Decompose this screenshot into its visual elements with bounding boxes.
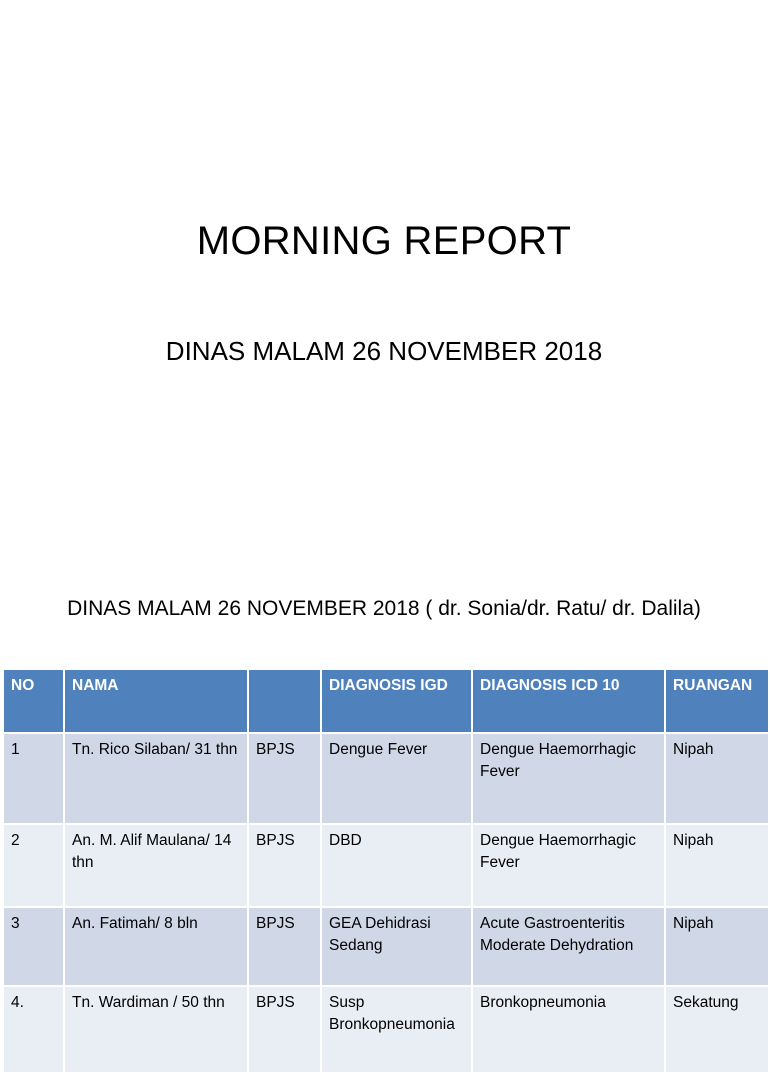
cell-nama: Tn. Rico Silaban/ 31 thn — [64, 733, 248, 824]
cell-nama: Tn. Wardiman / 50 thn — [64, 986, 248, 1073]
header-nama: NAMA — [64, 669, 248, 733]
cell-diagnosis-igd: DBD — [321, 824, 472, 907]
cell-payer: BPJS — [248, 824, 321, 907]
cell-ruangan: Sekatung — [665, 986, 769, 1073]
cell-nama: An. M. Alif Maulana/ 14 thn — [64, 824, 248, 907]
cell-diagnosis-icd10: Bronkopneumonia — [472, 986, 665, 1073]
patient-report-table — [2, 668, 770, 1074]
cell-no: 4. — [3, 986, 64, 1073]
cell-payer: BPJS — [248, 907, 321, 986]
header-no: NO — [3, 669, 64, 733]
main-title: MORNING REPORT — [196, 219, 572, 263]
cell-diagnosis-icd10: Acute Gastroenteritis Moderate Dehydration — [472, 907, 665, 986]
table-row — [3, 824, 769, 907]
cell-diagnosis-igd: Dengue Fever — [321, 733, 472, 824]
table-slide-title: DINAS MALAM 26 NOVEMBER 2018 ( dr. Sonia/dr. Ratu/ dr. Dalila) — [67, 597, 701, 620]
table-row — [3, 733, 769, 824]
cell-no: 1 — [3, 733, 64, 824]
cell-diagnosis-igd: Susp Bronkopneumonia — [321, 986, 472, 1073]
cell-ruangan: Nipah — [665, 907, 769, 986]
cell-diagnosis-icd10: Dengue Haemorrhagic Fever — [472, 733, 665, 824]
cell-ruangan: Nipah — [665, 733, 769, 824]
cell-nama: An. Fatimah/ 8 bln — [64, 907, 248, 986]
cell-no: 3 — [3, 907, 64, 986]
subtitle: DINAS MALAM 26 NOVEMBER 2018 — [165, 336, 603, 366]
table-row — [3, 907, 769, 986]
cell-ruangan: Nipah — [665, 824, 769, 907]
table-row — [3, 986, 769, 1073]
header-diagnosis-igd: DIAGNOSIS IGD — [321, 669, 472, 733]
cell-payer: BPJS — [248, 986, 321, 1073]
header-ruangan: RUANGAN — [665, 669, 769, 733]
header-diagnosis-icd10: DIAGNOSIS ICD 10 — [472, 669, 665, 733]
header-payer — [248, 669, 321, 733]
cell-payer: BPJS — [248, 733, 321, 824]
cell-no: 2 — [3, 824, 64, 907]
cell-diagnosis-igd: GEA Dehidrasi Sedang — [321, 907, 472, 986]
table-header-row — [3, 669, 769, 733]
cell-diagnosis-icd10: Dengue Haemorrhagic Fever — [472, 824, 665, 907]
